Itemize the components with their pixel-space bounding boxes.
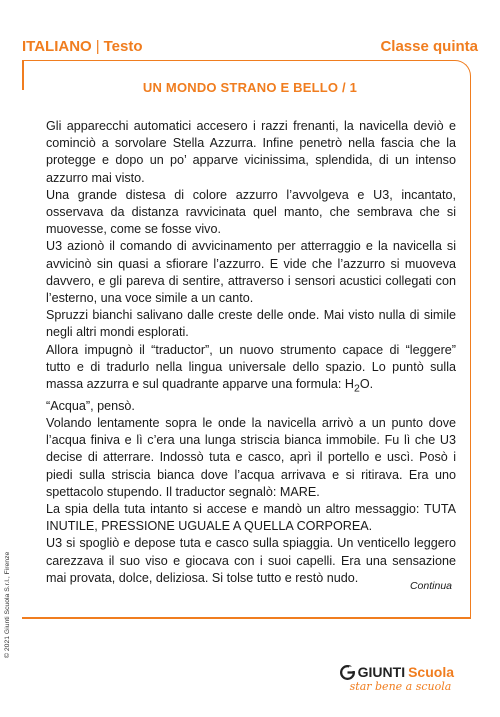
formula-subscript: 2 [354,382,360,395]
paragraph: La spia della tuta intanto si accese e mandò un altro messaggio: TUTA INUTILE, PRESSIONE UGUALE A QUELLA CORPOREA. [46,501,456,534]
copyright-notice: © 2021 Giunti Scuola S.r.l., Firenze [4,551,11,658]
story-text [46,118,456,587]
paragraph: U3 azionò il comando di avvicinamento per atterraggio e la navicella si avvicinò sin quasi a sfiorare l’azzurro. E vide che l’azzurro si muoveva davvero, e gli pareva di sentire, attraverso i sensori acustici collegati con l’esterno, una voce simile a un canto. [46,239,456,306]
paragraph: Gli apparecchi automatici accesero i razzi frenanti, la navicella deviò e cominciò a sorvolare Stella Azzurra. Infine penetrò nella fascia che la protegge e dopo un po’ apparve vicinissima, splendida, di un intenso azzurro mai visto. [46,119,456,185]
header-separator: | [95,38,100,55]
paragraph: Una grande distesa di colore azzurro l’avvolgeva e U3, incantato, osservava da distanza ravvicinata quel manto, che sembrava che si muovesse, come se fosse vivo. [46,187,456,237]
paragraph: U3 si spogliò e depose tuta e casco sulla spiaggia. Un venticello leggero carezzava il suo viso e giocava con i suoi capelli. Era una sensazione mai provata, dolce, deliziosa. Si tolse tutto e restò nudo. [46,536,456,585]
publisher-logo [340,664,454,693]
paragraph: Spruzzi bianchi salivano dalle creste delle onde. Mai visto nulla di simile negli altri mondi esplorati. [46,308,456,340]
logo-wordmark [340,664,454,680]
continue-label: Continua [409,580,452,592]
section-label: Testo [103,38,143,55]
grade-label: Classe quinta [380,38,478,55]
paragraph: Volando lentamente sopra le onde la navicella arrivò a un punto dove l’acqua finiva e lì c’era una lunga striscia bianca immobile. Fu lì che U3 decise di atterrare. Indossò tuta e casco, aprì il portello e uscì. Posò i piedi sulla striscia bianca dove l’acqua arrivava e si ritirava. Era uno spettacolo stupendo. Il traductor segnalò: MARE. [46,415,456,499]
logo-tagline: star bene a scuola [349,680,452,693]
giunti-g-icon [340,665,355,680]
logo-brand-accent: Scuola [408,664,454,680]
logo-brand: GIUNTI [357,664,406,680]
header-left [22,38,143,55]
subject-label: ITALIANO [22,38,92,55]
page-header [22,38,478,55]
frame-bottom-edge [22,617,471,619]
paragraph: “Acqua”, pensò. [46,398,135,413]
story-title: UN MONDO STRANO E BELLO / 1 [142,80,358,95]
formula-end: O. [359,377,374,392]
traductor-text: Allora impugnò il “traductor”, un nuovo strumento capace di “leggere” tutto e di tradurlo nella lingua universale dello spazio. Lo puntò sulla massa azzurra e sul quadrante apparve una formula: H [46,342,456,392]
paragraph-traductor [46,342,456,398]
